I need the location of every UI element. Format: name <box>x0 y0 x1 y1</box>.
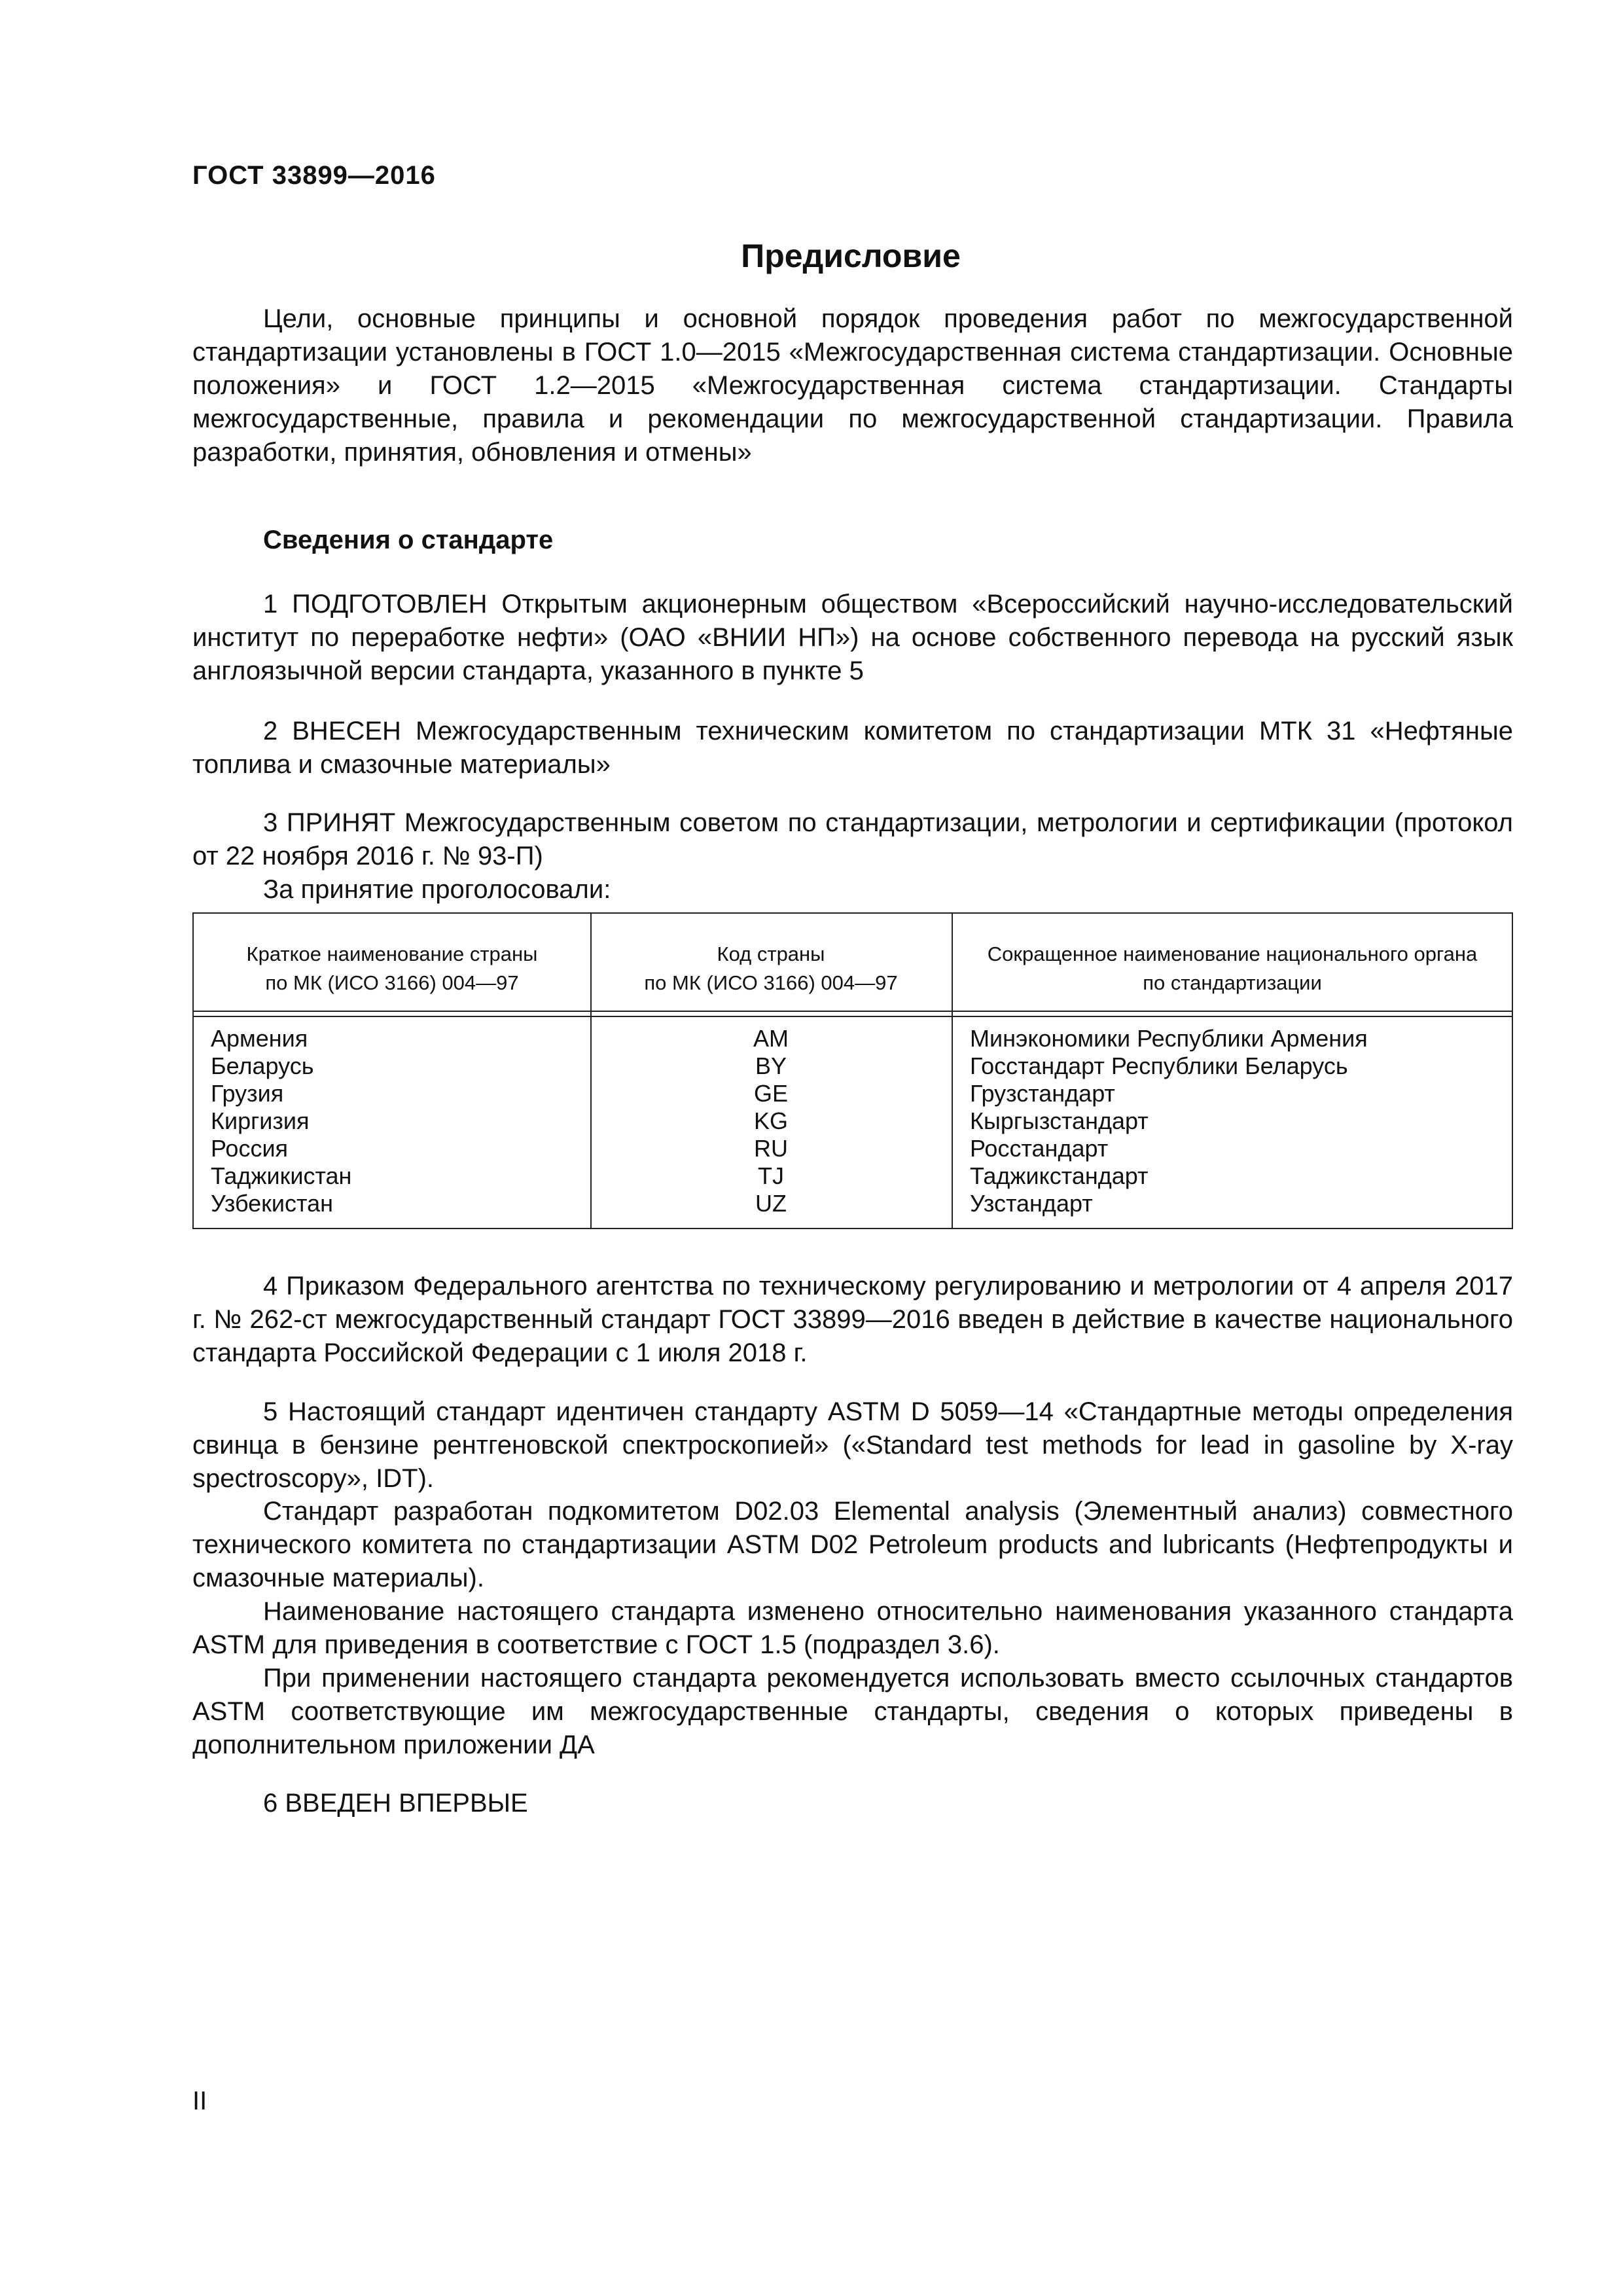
table-cell: RU <box>754 1135 788 1162</box>
voting-table <box>192 912 1513 1229</box>
table-cell: AM <box>753 1025 789 1052</box>
header-code: Код страны по МК (ИСО 3166) 004—97 <box>644 942 898 994</box>
column-code <box>590 1025 952 1217</box>
section-heading: Сведения о стандарте <box>263 526 554 554</box>
table-cell: BY <box>755 1052 787 1079</box>
header-org: Сокращенное наименование национального органа по стандартизации <box>987 942 1478 994</box>
table-cell: Беларусь <box>211 1052 314 1079</box>
item-5: 5 Настоящий стандарт идентичен стандарту ASTM D 5059—14 «Стандартные методы определения свинца в бензине рентгеновской спектроскопией» («Standard test methods for lead in gasoline by X-ray spectroscopy», IDT). <box>192 1397 1513 1493</box>
item-5-paragraph-4: При применении настоящего стандарта рекомендуется использовать вместо ссылочных стандартов ASTM соответствующие им межгосударственные стандарты, сведения о которых приведены в дополнительном приложении ДА <box>192 1664 1513 1759</box>
table-cell: TJ <box>758 1162 784 1189</box>
intro-paragraph: Цели, основные принципы и основной порядок проведения работ по межгосударственной стандартизации установлены в ГОСТ 1.0—2015 «Межгосударственная система стандартизации. Основные положения» и ГОСТ 1.2—2015 «Межгосударственная система стандартизации. Стандарты межгосударственные, правила и рекомендации по межгосударственной стандартизации. Правила разработки, принятия, обновления и отмены» <box>192 304 1513 467</box>
item-6: 6 ВВЕДЕН ВПЕРВЫЕ <box>263 1789 528 1818</box>
item-5-paragraph-2: Стандарт разработан подкомитетом D02.03 Elemental analysis (Элементный анализ) совместного технического комитета по стандартизации ASTM D02 Petroleum products and lubricants (Нефтепродукты и смазочные материалы). <box>192 1497 1513 1592</box>
table-header-rule <box>194 1011 1512 1012</box>
item-3-voted: За принятие проголосовали: <box>263 875 611 904</box>
table-cell: Госстандарт Республики Беларусь <box>970 1052 1348 1079</box>
table-cell: Узбекистан <box>211 1190 334 1217</box>
table-cell: Минэкономики Республики Армения <box>970 1025 1368 1052</box>
table-header-rule <box>194 1016 1512 1017</box>
column-country <box>211 1025 584 1217</box>
table-cell: KG <box>753 1107 788 1134</box>
item-1: 1 ПОДГОТОВЛЕН Открытым акционерным обществом «Всероссийский научно-исследовательский институт по переработке нефти» (ОАО «ВНИИ НП») на основе собственного перевода на русский язык англоязычной версии стандарта, указанного в пункте 5 <box>192 590 1513 685</box>
table-cell: GE <box>753 1080 788 1107</box>
table-cell: Грузия <box>211 1080 284 1107</box>
table-cell: Россия <box>211 1135 289 1162</box>
table-cell: Узстандарт <box>970 1190 1093 1217</box>
table-cell: Кыргызстандарт <box>970 1107 1149 1134</box>
item-4: 4 Приказом Федерального агентства по техническому регулированию и метрологии от 4 апреля 2017 г. № 262-ст межгосударственный стандарт ГОСТ 33899—2016 введен в действие в качестве национального стандарта Российской Федерации с 1 июля 2018 г. <box>192 1272 1513 1367</box>
column-org <box>970 1025 1507 1217</box>
page-number: II <box>192 2087 207 2115</box>
table-cell: UZ <box>755 1190 787 1217</box>
item-5-paragraph-3: Наименование настоящего стандарта изменено относительно наименования указанного стандарта ASTM для приведения в соответствие с ГОСТ 1.5 (подраздел 3.6). <box>192 1597 1513 1659</box>
table-cell: Таджикистан <box>211 1162 352 1189</box>
header-country: Краткое наименование страны по МК (ИСО 3166) 004—97 <box>246 942 538 994</box>
page-title: Предисловие <box>741 238 961 274</box>
table-cell: Росстандарт <box>970 1135 1109 1162</box>
table-cell: Таджикстандарт <box>970 1162 1149 1189</box>
table-cell: Киргизия <box>211 1107 310 1134</box>
table-cell: Грузстандарт <box>970 1080 1115 1107</box>
item-3: 3 ПРИНЯТ Межгосударственным советом по стандартизации, метрологии и сертификации (протокол от 22 ноября 2016 г. № 93-П) <box>192 808 1513 870</box>
item-2: 2 ВНЕСЕН Межгосударственным техническим комитетом по стандартизации МТК 31 «Нефтяные топлива и смазочные материалы» <box>192 717 1513 779</box>
table-cell: Армения <box>211 1025 308 1052</box>
document-number: ГОСТ 33899—2016 <box>192 161 436 190</box>
